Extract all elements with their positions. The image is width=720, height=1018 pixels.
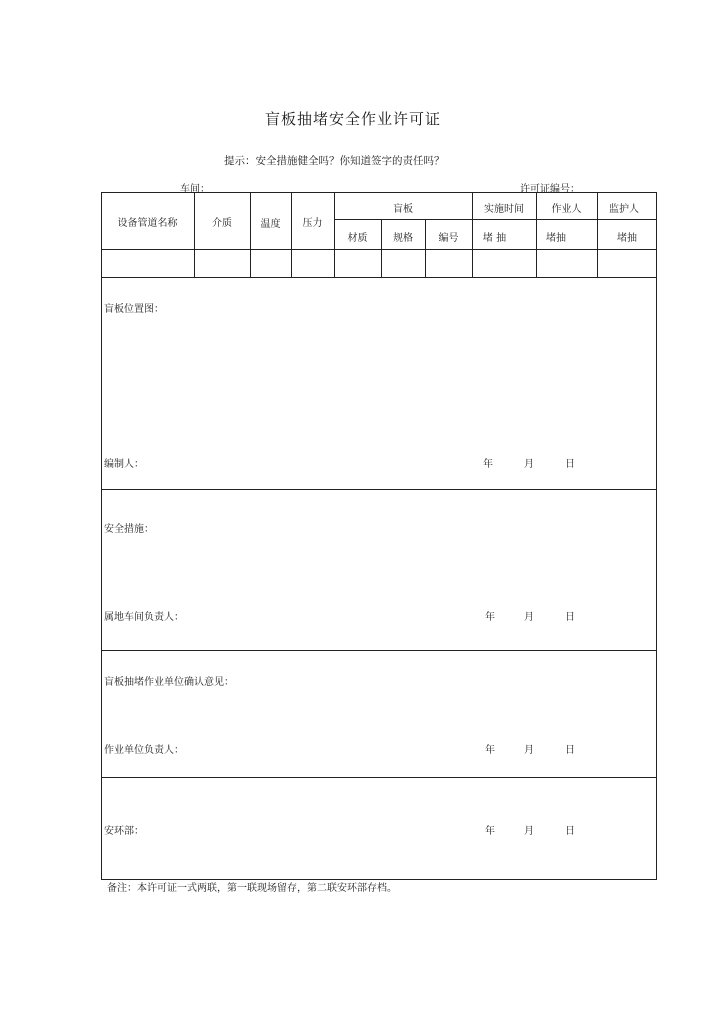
header-implementation-time: 实施时间 — [484, 204, 524, 215]
workshop-head-label: 属地车间负责人： — [104, 612, 184, 623]
position-diagram-label: 盲板位置图： — [104, 304, 164, 315]
divider — [101, 249, 657, 250]
column-line — [194, 192, 195, 277]
unit-opinion-label: 盲板抽堵作业单位确认意见： — [104, 677, 234, 688]
header-blind-plate: 盲板 — [393, 204, 413, 215]
header-temperature: 温度 — [260, 219, 281, 230]
date-year: 年 — [483, 459, 493, 470]
safety-measures-label: 安全措施： — [104, 524, 154, 535]
divider — [101, 489, 657, 490]
date-year: 年 — [485, 826, 495, 837]
divider — [101, 650, 657, 651]
date-year: 年 — [485, 745, 495, 756]
date-month: 月 — [524, 612, 534, 623]
column-line — [381, 219, 382, 277]
divider — [101, 777, 657, 778]
divider — [101, 277, 657, 278]
header-spec: 规格 — [393, 233, 413, 244]
column-line — [291, 192, 292, 277]
workshop-label: 车间： — [180, 184, 210, 195]
header-material: 材质 — [347, 233, 368, 244]
unit-head-label: 作业单位负责人： — [104, 745, 184, 756]
date-month: 月 — [524, 826, 534, 837]
header-worker-sub: 堵抽 — [546, 233, 566, 244]
header-equipment: 设备管道名称 — [117, 218, 178, 229]
date-day: 日 — [565, 459, 575, 470]
page-title: 盲板抽堵安全作业许可证 — [264, 110, 441, 128]
permit-number-label: 许可证编号： — [520, 184, 580, 195]
compiler-label: 编制人： — [104, 459, 144, 470]
header-pressure: 压力 — [302, 218, 323, 229]
date-day: 日 — [565, 745, 575, 756]
header-guardian: 监护人 — [609, 204, 639, 215]
header-medium: 介质 — [212, 218, 232, 229]
header-worker: 作业人 — [551, 204, 582, 215]
date-day: 日 — [565, 612, 575, 623]
env-dept-label: 安环部： — [104, 826, 144, 837]
divider — [334, 219, 657, 220]
header-time-sub: 堵 抽 — [482, 233, 507, 244]
date-month: 月 — [524, 745, 534, 756]
column-line — [250, 192, 251, 277]
date-month: 月 — [524, 459, 534, 470]
column-line — [425, 219, 426, 277]
footer-note: 备注：本许可证一式两联，第一联现场留存，第二联安环部存档。 — [107, 883, 397, 894]
header-guardian-sub: 堵抽 — [617, 233, 637, 244]
hint-text: 提示：安全措施健全吗？你知道签字的责任吗？ — [224, 155, 445, 167]
date-day: 日 — [565, 826, 575, 837]
date-year: 年 — [485, 612, 495, 623]
header-number: 编号 — [438, 233, 459, 244]
